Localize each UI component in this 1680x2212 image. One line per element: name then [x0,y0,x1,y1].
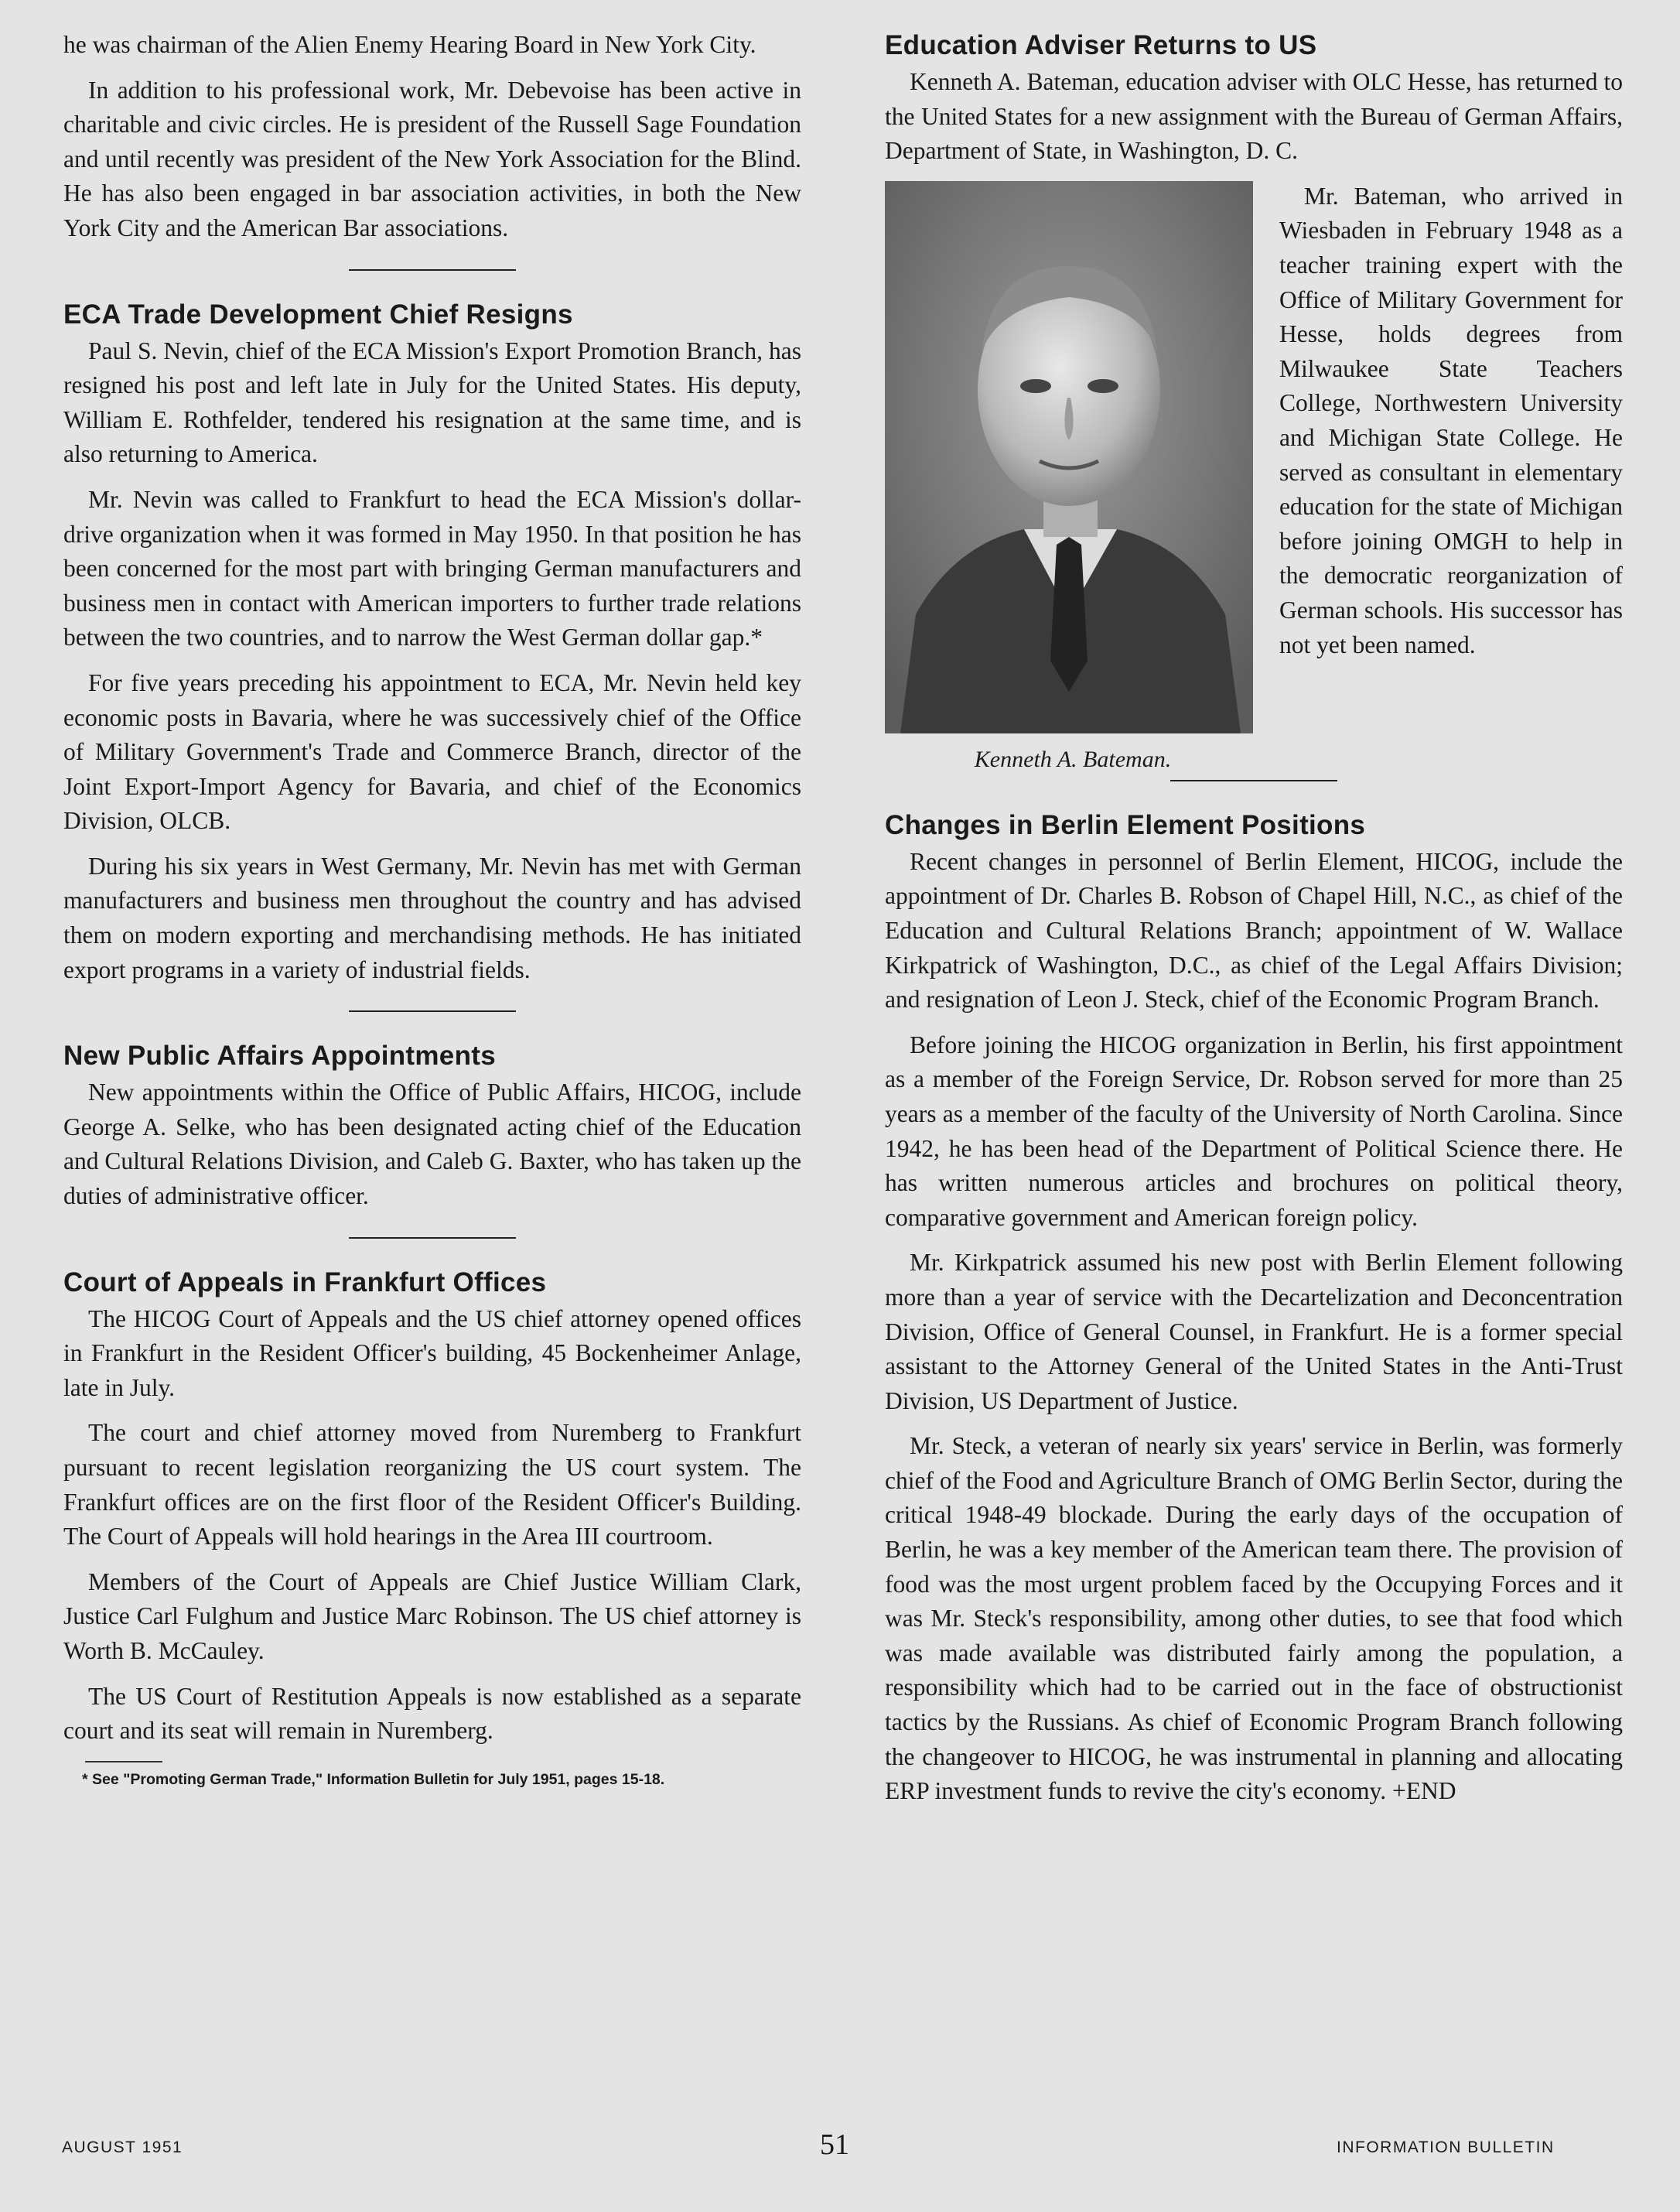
article-title: Court of Appeals in Frankfurt Offices [63,1267,547,1297]
paragraph: Mr. Kirkpatrick assumed his new post with Berlin Element following more than a year of service with the Decartelization and Deconcentration Division, Office of General Counsel, in Frankfurt. He is a former special assistant to the Attorney General of the United States in the Anti-Trust Division, US Department of Justice. [885,1249,1623,1414]
paragraph: New appointments within the Office of Public Affairs, HICOG, include George A. Selke, who has been designated acting chief of the Education and Cultural Relations Division, and Caleb G. Baxter, who has taken up the duties of administrative officer. [63,1079,801,1210]
paragraph: Before joining the HICOG organization in Berlin, his first appointment as a member of the Foreign Service, Dr. Robson served for more than 25 years as a member of the faculty of the University of North Carolina. Since 1942, he has been head of the Department of Political Science there. He has written numerous articles and brochures on political theory, comparative government and American foreign policy. [885,1031,1623,1231]
page-number: 51 [820,2128,849,2161]
paragraph: he was chairman of the Alien Enemy Hearing Board in New York City. [63,31,756,58]
article-title: ECA Trade Development Chief Resigns [63,299,573,330]
paragraph: Mr. Bateman, who arrived in Wiesbaden in February 1948 as a teacher training expert with the Office of Military Government for Hesse, holds degrees from Milwaukee State Teachers College, Northwestern University and Michigan State College. He served as consultant in elementary education for the state of Michigan before joining OMGH to help in the democratic reorganization of German schools. His successor has not yet been named. [1279,182,1623,658]
left-column [63,28,801,1789]
paragraph: The US Court of Restitution Appeals is now established as a separate court and its seat will remain in Nuremberg. [63,1682,801,1745]
article-title: New Public Affairs Appointments [63,1041,496,1072]
footnote-divider [85,1761,162,1762]
paragraph: Recent changes in personnel of Berlin Element, HICOG, include the appointment of Dr. Charles B. Robson of Chapel Hill, N.C., as chief of the Education and Cultural Relations Branch; appointment of W. Wallace Kirkpatrick of Washington, D.C., as chief of the Legal Affairs Division; and resignation of Leon J. Steck, chief of the Economic Program Branch. [885,847,1623,1014]
portrait-figure [885,181,1253,775]
article-title: Education Adviser Returns to US [885,30,1317,60]
section-divider [1170,780,1337,781]
footer-date: AUGUST 1951 [62,2138,183,2156]
paragraph: The court and chief attorney moved from Nuremberg to Frankfurt pursuant to recent legislation reorganizing the US court system. The Frankfurt offices are on the first floor of the Resident Officer's Building. The Court of Appeals will hold hearings in the Area III courtroom. [63,1419,801,1550]
paragraph: In addition to his professional work, Mr. Debevoise has been active in charitable and civic circles. He is president of the Russell Sage Foundation and until recently was president of the New York Association for the Blind. He has also been engaged in bar association activities, in both the New York City and the American Bar associations. [63,76,801,241]
paragraph: Paul S. Nevin, chief of the ECA Mission's Export Promotion Branch, has resigned his post and left late in July for the United States. His deputy, William E. Rothfelder, tendered his resignation at the same time, and is also returning to America. [63,337,801,468]
right-column [885,28,1623,1820]
article-eca-trade [63,297,801,988]
article-court-of-appeals [63,1265,801,1749]
section-divider [349,1237,516,1239]
paragraph: During his six years in West Germany, Mr. Nevin has met with German manufacturers and business men throughout the country and has advised them on modern exporting and merchandising methods. He has initiated export programs in a variety of industrial fields. [63,852,801,983]
footer-publication: INFORMATION BULLETIN [1337,2138,1555,2156]
paragraph: Mr. Steck, a veteran of nearly six years' service in Berlin, was formerly chief of the Food and Agriculture Branch of OMG Berlin Sector, during the critical 1948-49 blockade. During the early days of the occupation of Berlin, he was a key member of the American team there. The provision of food was the most urgent problem faced by the Occupying Forces and it was Mr. Steck's responsibility, among other duties, to see that food which was made available was distributed fairly among the population, a responsibility which had to be carried out in the face of obstructionist tactics by the Russians. As chief of Economic Program Branch following the changeover to HICOG, he was instrumental in planning and allocating ERP investment funds to revive the city's economy. +END [885,1432,1623,1805]
section-divider [349,269,516,271]
section-divider [349,1010,516,1012]
portrait-image [885,181,1253,733]
article-education-adviser [885,28,1623,772]
paragraph: The HICOG Court of Appeals and the US chief attorney opened offices in Frankfurt in the Resident Officer's building, 45 Bockenheimer Anlage, late in July. [63,1304,801,1401]
article-berlin-element [885,808,1623,1809]
footnote: * See "Promoting German Trade," Information Bulletin for July 1951, pages 15-18. [82,1770,665,1788]
paragraph: Mr. Nevin was called to Frankfurt to head the ECA Mission's dollar-drive organization when it was formed in May 1950. In that position he has been concerned for the most part with bringing German manufacturers and business men in contact with American importers to further trade relations between the two countries, and to narrow the West German dollar gap.* [63,485,801,651]
portrait-photo [885,181,1253,733]
paragraph: Kenneth A. Bateman, education adviser with OLC Hesse, has returned to the United States for a new assignment with the Bureau of German Affairs, Department of State, in Washington, D. C. [885,68,1623,165]
paragraph: Members of the Court of Appeals are Chief Justice William Clark, Justice Carl Fulghum and Justice Marc Robinson. The US chief attorney is Worth B. McCauley. [63,1568,801,1664]
paragraph: For five years preceding his appointment to ECA, Mr. Nevin held key economic posts in Bavaria, where he was successively chief of the Office of Military Government's Trade and Commerce Branch, director of the Joint Export-Import Agency for Bavaria, and chief of the Economics Division, OLCB. [63,668,801,835]
article-title: Changes in Berlin Element Positions [885,809,1366,840]
photo-caption: Kenneth A. Bateman. [974,746,1172,772]
article-public-affairs [63,1038,801,1213]
